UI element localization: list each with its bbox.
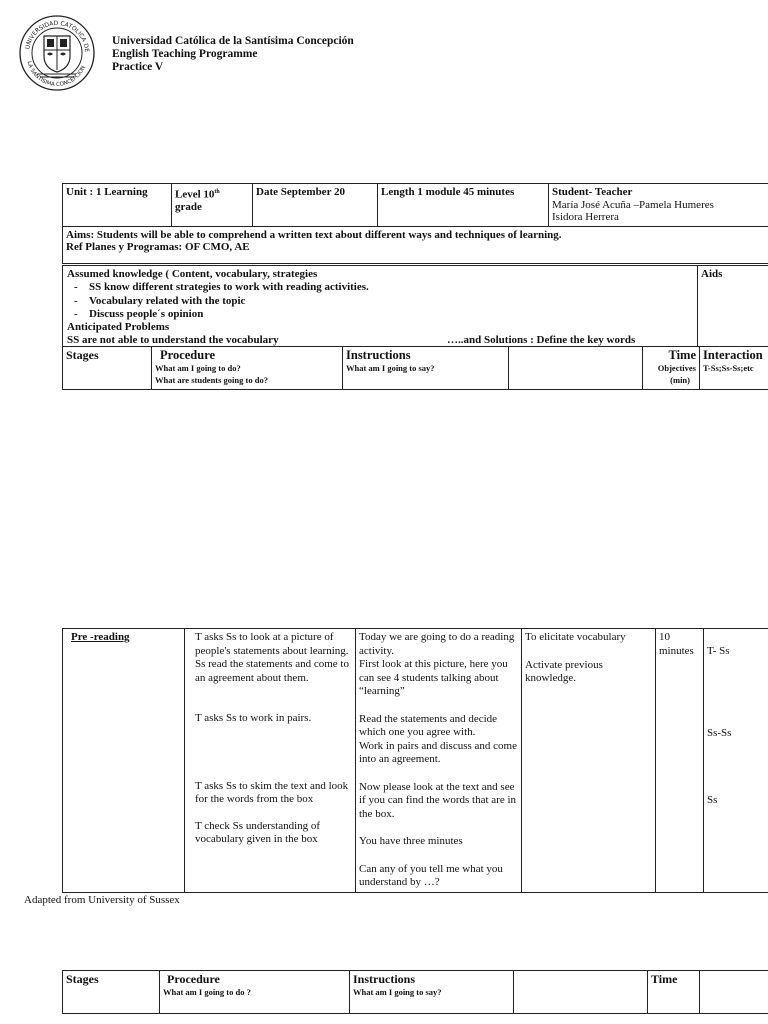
length-cell: Length 1 module 45 minutes [378, 184, 549, 227]
assumed-title: Assumed knowledge ( Content, vocabulary, strategies [67, 268, 318, 280]
problems-title: Anticipated Problems [67, 321, 170, 334]
instructions-cell [356, 629, 522, 893]
aids-divider [697, 266, 698, 346]
instructions-header-2 [350, 971, 514, 1014]
interaction-value: Ss-Ss [707, 726, 732, 739]
stage-pre-reading: Pre -reading [71, 631, 130, 643]
svg-text:LA SANTISIMA CONCEPCION: LA SANTISIMA CONCEPCION [25, 60, 87, 89]
interaction-sub: T-Ss;Ss-Ss;etc [703, 362, 754, 373]
procedure-header [152, 347, 343, 390]
procedure-title-2: Procedure [167, 972, 220, 986]
interaction-header-2 [700, 971, 768, 1014]
time-cell [656, 629, 704, 893]
pre-reading-table [62, 628, 768, 893]
min-label: (min) [670, 375, 690, 385]
procedure-sub-2: What am I going to do ? [163, 986, 251, 997]
student-teacher-names-2: Isidora Herrera [552, 211, 619, 223]
objectives-label: Objectives [657, 362, 696, 373]
interaction-value: T- Ss [707, 645, 730, 657]
ref-text: Ref Planes y Programas: OF CMO, AE [66, 241, 250, 253]
assumed-item: - Vocabulary related with the topic [67, 295, 687, 308]
practice-name: Practice V [112, 61, 164, 73]
instructions-header [343, 347, 509, 390]
level-tail: grade [175, 201, 202, 214]
solution-text: …..and Solutions : Define the key words [447, 334, 636, 347]
time-header-2: Time [648, 971, 700, 1014]
objectives-cell [522, 629, 656, 893]
assumed-item: - Discuss people´s opinion [67, 308, 687, 321]
assumed-item: - SS know different strategies to work with reading activities. [67, 281, 687, 294]
instructions-title-2: Instructions [353, 972, 416, 986]
instructions-sub-2: What am I going to say? [353, 986, 442, 997]
date-cell: Date September 20 [253, 184, 378, 227]
instruction-text: Today we are going to do a reading activity. [359, 631, 515, 657]
interaction-title: Interaction [703, 348, 763, 362]
instruction-text: Now please look at the text and see if you can find the words that are in the box. [359, 780, 517, 820]
stage-cell [63, 629, 185, 893]
aims-text: Aims: Students will be able to comprehend a written text about different ways and techniques of learning. [66, 228, 562, 241]
procedure-step: T asks Ss to skim the text and look for the words from the box [195, 779, 349, 805]
student-teacher-label: Student- Teacher [552, 186, 633, 198]
stages-header-table-2 [62, 970, 768, 1014]
level-cell [172, 184, 253, 227]
instruction-text: First look at this picture, here you can see 4 students talking about “learning” [359, 658, 508, 697]
student-teacher-names: María José Acuña –Pamela Humeres [552, 198, 714, 211]
interaction-value: Ss [707, 794, 718, 806]
blank-header [509, 347, 643, 390]
unit-cell: Unit : 1 Learning [63, 184, 172, 227]
instruction-text: Read the statements and decide which one you agree with. [359, 712, 498, 738]
assumed-knowledge-box [62, 265, 768, 347]
aims-cell [63, 226, 768, 263]
time-title: Time [668, 348, 696, 362]
procedure-sub: What am I going to do? [155, 362, 241, 373]
institution-heading [112, 35, 354, 74]
blank-header-2 [514, 971, 648, 1014]
procedure-step: T asks Ss to look at a picture of people's statements about learning. Ss read the statements and come to an agreement about them. [195, 631, 349, 684]
procedure-step: T asks Ss to work in pairs. [195, 712, 312, 724]
instruction-text: Work in pairs and discuss and come into an agreement. [359, 739, 517, 765]
procedure-header-2 [160, 971, 350, 1014]
aids-label: Aids [701, 268, 723, 280]
time-header [643, 347, 700, 390]
lesson-info-table [62, 183, 768, 264]
procedure-sub: What are students going to do? [155, 375, 268, 385]
instructions-title: Instructions [346, 348, 411, 362]
objective-text: Activate previous knowledge. [525, 658, 603, 684]
interaction-header [700, 347, 768, 390]
university-name: Universidad Católica de la Santísima Concepción [112, 35, 354, 47]
stages-header-table [62, 346, 768, 390]
instruction-text: Can any of you tell me what you understand by …? [359, 862, 503, 888]
objective-text: To elicitate vocabulary [525, 631, 626, 643]
problem-text: SS are not able to understand the vocabulary [67, 334, 279, 347]
level-label: Level 10 [175, 188, 215, 201]
adapted-footnote: Adapted from University of Sussex [24, 894, 180, 906]
procedure-step: T check Ss understanding of vocabulary given in the box [195, 819, 321, 845]
level-sup: th [214, 189, 220, 195]
interaction-cell [704, 629, 768, 893]
student-teacher-cell [549, 184, 768, 227]
instruction-text: You have three minutes [359, 835, 463, 847]
university-seal-logo [18, 14, 96, 92]
instructions-sub: What am I going to say? [346, 362, 435, 373]
programme-name: English Teaching Programme [112, 48, 258, 60]
svg-text:UNIVERSIDAD CATOLICA DE: UNIVERSIDAD CATOLICA DE [24, 19, 91, 53]
procedure-cell [185, 629, 356, 893]
time-value: 10 minutes [659, 631, 694, 657]
stages-header: Stages [63, 347, 152, 390]
stages-header-2: Stages [63, 971, 160, 1014]
procedure-title: Procedure [160, 348, 216, 362]
